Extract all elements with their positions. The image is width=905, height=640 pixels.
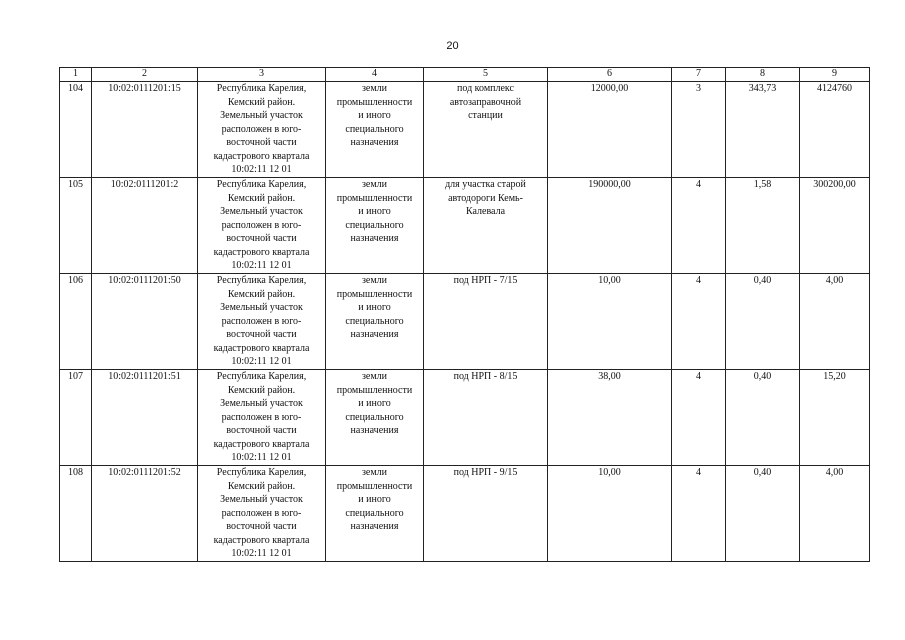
- cell-line: под НРП - 7/15: [453, 275, 518, 286]
- cell-line: восточной части: [226, 329, 297, 340]
- cell-line: назначения: [350, 521, 399, 532]
- cell-line: Земельный участок: [220, 206, 303, 217]
- cell-line: и иного: [358, 206, 391, 217]
- table-row: [60, 82, 870, 178]
- cell-location: [198, 178, 326, 274]
- cell-land-category: [326, 274, 424, 370]
- cell-location: [198, 370, 326, 466]
- cell-land-category: [326, 178, 424, 274]
- cell-line: расположен в юго-: [221, 411, 302, 423]
- cell-line: Кемский район.: [227, 384, 296, 396]
- cell-column-8: 0,40: [726, 370, 800, 466]
- cell-area: 190000,00: [548, 178, 672, 274]
- col-header-8: 8: [726, 68, 800, 82]
- cell-line: Земельный участок: [220, 110, 303, 121]
- cell-area: 10,00: [548, 466, 672, 562]
- cell-number: 107: [60, 370, 92, 466]
- cell-line: под комплекс: [457, 83, 514, 94]
- col-header-5: 5: [424, 68, 548, 82]
- cell-line: восточной части: [226, 137, 297, 148]
- cell-line: 10:02:11 12 01: [231, 548, 292, 559]
- header-row: [60, 68, 870, 82]
- cell-line: земли: [361, 179, 388, 190]
- cell-line: кадастрового квартала: [213, 150, 310, 162]
- cell-area: 10,00: [548, 274, 672, 370]
- cell-line: под НРП - 9/15: [453, 467, 518, 478]
- cell-line: промышленности: [336, 480, 413, 492]
- col-header-7: 7: [672, 68, 726, 82]
- cell-permitted-use: [424, 82, 548, 178]
- cell-line: 10:02:11 12 01: [231, 356, 292, 367]
- col-header-2: 2: [92, 68, 198, 82]
- col-header-9: 9: [800, 68, 870, 82]
- cell-number: 104: [60, 82, 92, 178]
- cell-line: назначения: [350, 425, 399, 436]
- cell-number: 108: [60, 466, 92, 562]
- cell-line: промышленности: [336, 96, 413, 108]
- cell-location: [198, 274, 326, 370]
- cell-land-category: [326, 370, 424, 466]
- cell-line: Кемский район.: [227, 288, 296, 300]
- cell-line: восточной части: [226, 521, 297, 532]
- cell-line: 10:02:11 12 01: [231, 164, 292, 175]
- cell-line: 10:02:11 12 01: [231, 452, 292, 463]
- cell-line: Кемский район.: [227, 192, 296, 204]
- cell-line: восточной части: [226, 425, 297, 436]
- cell-line: земли: [361, 467, 388, 478]
- cell-cadastral-number: 10:02:0111201:2: [92, 178, 198, 274]
- cell-line: земли: [361, 83, 388, 94]
- cell-line: восточной части: [226, 233, 297, 244]
- cell-land-category: [326, 82, 424, 178]
- table-row: [60, 466, 870, 562]
- cell-line: кадастрового квартала: [213, 534, 310, 546]
- cell-column-7: 3: [672, 82, 726, 178]
- cell-line: кадастрового квартала: [213, 342, 310, 354]
- table-row: [60, 274, 870, 370]
- cell-permitted-use: [424, 178, 548, 274]
- cell-line: Республика Карелия,: [216, 467, 307, 478]
- cell-line: кадастрового квартала: [213, 438, 310, 450]
- cell-line: специального: [345, 411, 404, 423]
- col-header-3: 3: [198, 68, 326, 82]
- cell-line: назначения: [350, 233, 399, 244]
- cell-line: специального: [345, 315, 404, 327]
- col-header-4: 4: [326, 68, 424, 82]
- cell-line: расположен в юго-: [221, 123, 302, 135]
- cell-column-7: 4: [672, 466, 726, 562]
- cell-line: специального: [345, 507, 404, 519]
- cell-line: специального: [345, 123, 404, 135]
- cell-line: автозаправочной: [449, 96, 522, 108]
- cell-column-9: 4,00: [800, 274, 870, 370]
- cell-land-category: [326, 466, 424, 562]
- cell-line: расположен в юго-: [221, 315, 302, 327]
- table-row: [60, 178, 870, 274]
- cell-line: расположен в юго-: [221, 219, 302, 231]
- cell-line: специального: [345, 219, 404, 231]
- cell-line: Земельный участок: [220, 494, 303, 505]
- cell-location: [198, 82, 326, 178]
- cell-column-7: 4: [672, 370, 726, 466]
- cell-cadastral-number: 10:02:0111201:50: [92, 274, 198, 370]
- page-number: 20: [446, 40, 459, 52]
- cell-column-8: 1,58: [726, 178, 800, 274]
- land-plot-table: [59, 67, 870, 562]
- cell-line: Республика Карелия,: [216, 371, 307, 382]
- cell-column-7: 4: [672, 178, 726, 274]
- cell-line: и иного: [358, 494, 391, 505]
- cell-line: и иного: [358, 398, 391, 409]
- cell-area: 12000,00: [548, 82, 672, 178]
- cell-line: Кемский район.: [227, 480, 296, 492]
- col-header-1: 1: [60, 68, 92, 82]
- cell-line: земли: [361, 371, 388, 382]
- table-body: [60, 82, 870, 562]
- cell-line: Земельный участок: [220, 302, 303, 313]
- cell-line: Республика Карелия,: [216, 275, 307, 286]
- cell-column-8: 0,40: [726, 466, 800, 562]
- cell-column-8: 0,40: [726, 274, 800, 370]
- cell-line: 10:02:11 12 01: [231, 260, 292, 271]
- cell-column-7: 4: [672, 274, 726, 370]
- cell-line: промышленности: [336, 192, 413, 204]
- cell-permitted-use: [424, 466, 548, 562]
- cell-line: промышленности: [336, 288, 413, 300]
- cell-number: 106: [60, 274, 92, 370]
- cell-line: Калевала: [465, 206, 506, 217]
- cell-line: назначения: [350, 137, 399, 148]
- cell-column-8: 343,73: [726, 82, 800, 178]
- cell-line: расположен в юго-: [221, 507, 302, 519]
- cell-column-9: 300200,00: [800, 178, 870, 274]
- cell-line: и иного: [358, 110, 391, 121]
- cell-cadastral-number: 10:02:0111201:52: [92, 466, 198, 562]
- cell-column-9: 15,20: [800, 370, 870, 466]
- cell-line: назначения: [350, 329, 399, 340]
- cell-line: автодороги Кемь-: [448, 192, 523, 204]
- cell-line: кадастрового квартала: [213, 246, 310, 258]
- cell-permitted-use: [424, 370, 548, 466]
- cell-cadastral-number: 10:02:0111201:51: [92, 370, 198, 466]
- cell-cadastral-number: 10:02:0111201:15: [92, 82, 198, 178]
- cell-line: станции: [468, 110, 503, 121]
- cell-line: для участка старой: [445, 179, 526, 190]
- cell-line: Республика Карелия,: [216, 179, 307, 190]
- cell-line: Кемский район.: [227, 96, 296, 108]
- cell-area: 38,00: [548, 370, 672, 466]
- cell-line: и иного: [358, 302, 391, 313]
- cell-column-9: 4124760: [800, 82, 870, 178]
- table-row: [60, 370, 870, 466]
- cell-permitted-use: [424, 274, 548, 370]
- col-header-6: 6: [548, 68, 672, 82]
- cell-line: Республика Карелия,: [216, 83, 307, 94]
- cell-line: под НРП - 8/15: [453, 371, 518, 382]
- cell-line: Земельный участок: [220, 398, 303, 409]
- cell-column-9: 4,00: [800, 466, 870, 562]
- cell-location: [198, 466, 326, 562]
- cell-number: 105: [60, 178, 92, 274]
- cell-line: земли: [361, 275, 388, 286]
- cell-line: промышленности: [336, 384, 413, 396]
